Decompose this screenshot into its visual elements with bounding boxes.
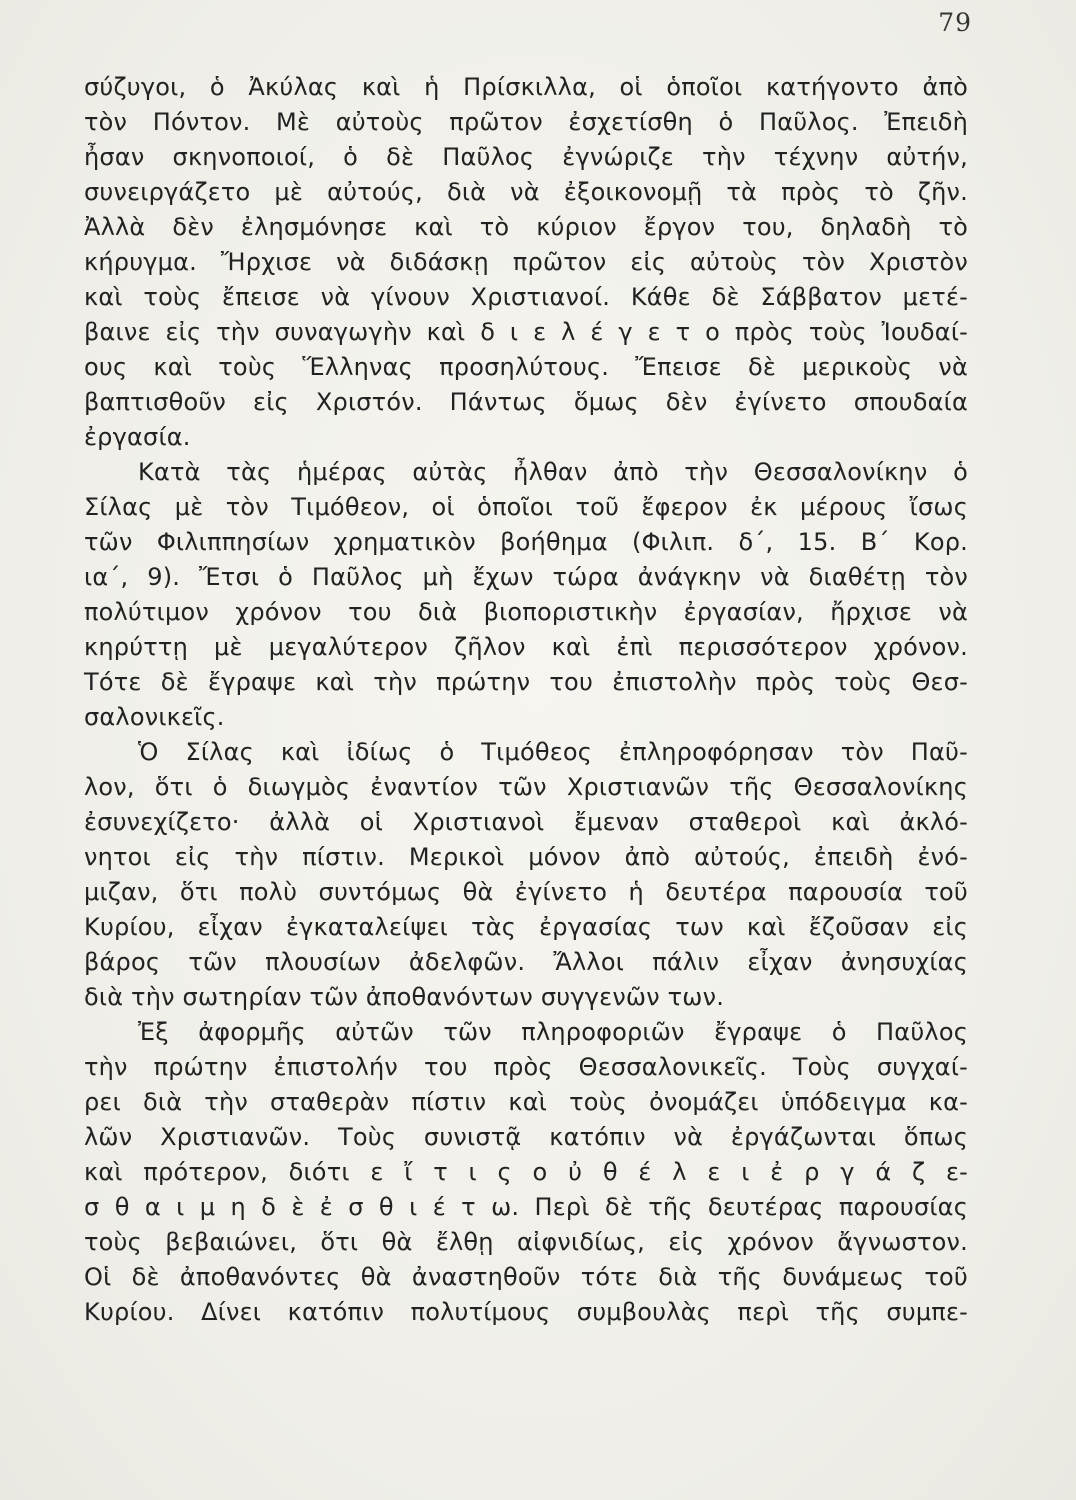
text-line: τὸν Πόντον. Μὲ αὐτοὺς πρῶτον ἐσχετίσθη ὁ Παῦλος. Ἐπειδὴ <box>84 108 968 136</box>
text-line: τῶν Φιλιππησίων χρηματικὸν βοήθημα (Φιλιπ. δ΄, 15. Β΄ Κορ. <box>84 528 968 556</box>
text-line: νητοι εἰς τὴν πίστιν. Μερικοὶ μόνον ἀπὸ αὐτούς, ἐπειδὴ ἐνό- <box>84 843 968 871</box>
text-line: συνειργάζετο μὲ αὐτούς, διὰ νὰ ἐξοικονομῇ τὰ πρὸς τὸ ζῆν. <box>84 178 968 206</box>
text-line: πολύτιμον χρόνον του διὰ βιοποριστικὴν ἐργασίαν, ἤρχισε νὰ <box>84 598 968 626</box>
text-line: Ὁ Σίλας καὶ ἰδίως ὁ Τιμόθεος ἐπληροφόρησαν τὸν Παῦ- <box>138 738 968 766</box>
text-line: Οἱ δὲ ἀποθανόντες θὰ ἀναστηθοῦν τότε διὰ τῆς δυνάμεως τοῦ <box>84 1263 968 1291</box>
text-line: λῶν Χριστιανῶν. Τοὺς συνιστᾷ κατόπιν νὰ ἐργάζωνται ὅπως <box>84 1123 968 1151</box>
text-line: σ θ α ι μ η δ ὲ ἐ σ θ ι έ τ ω. Περὶ δὲ τῆς δευτέρας παρουσίας <box>84 1193 968 1221</box>
text-line: βαινε εἰς τὴν συναγωγὴν καὶ δ ι ε λ έ γ ε τ ο πρὸς τοὺς Ἰουδαί- <box>84 318 968 346</box>
text-line: ια΄, 9). Ἔτσι ὁ Παῦλος μὴ ἔχων τώρα ἀνάγκην νὰ διαθέτῃ τὸν <box>84 563 968 591</box>
body-text <box>84 70 968 1330</box>
text-line: σύζυγοι, ὁ Ἀκύλας καὶ ἡ Πρίσκιλλα, οἱ ὁποῖοι κατήγοντο ἀπὸ <box>84 73 968 101</box>
text-line: ἐργασία. <box>84 423 191 451</box>
text-line: σαλονικεῖς. <box>84 703 225 731</box>
text-line: τοὺς βεβαιώνει, ὅτι θὰ ἔλθῃ αἰφνιδίως, εἰς χρόνον ἄγνωστον. <box>84 1228 968 1256</box>
text-line: βαπτισθοῦν εἰς Χριστόν. Πάντως ὅμως δὲν ἐγίνετο σπουδαία <box>84 388 968 416</box>
text-line: ἐσυνεχίζετο· ἀλλὰ οἱ Χριστιανοὶ ἔμεναν σταθεροὶ καὶ ἀκλό- <box>84 808 968 836</box>
text-line: Ἐξ ἀφορμῆς αὐτῶν τῶν πληροφοριῶν ἔγραψε ὁ Παῦλος <box>138 1018 968 1046</box>
text-line: τὴν πρώτην ἐπιστολήν του πρὸς Θεσσαλονικεῖς. Τοὺς συγχαί- <box>84 1053 968 1081</box>
page-number: 79 <box>938 8 972 37</box>
text-line: Σίλας μὲ τὸν Τιμόθεον, οἱ ὁποῖοι τοῦ ἔφερον ἐκ μέρους ἴσως <box>84 493 968 521</box>
text-line: Κυρίου, εἶχαν ἐγκαταλείψει τὰς ἐργασίας των καὶ ἔζοῦσαν εἰς <box>84 913 968 941</box>
text-line: διὰ τὴν σωτηρίαν τῶν ἀποθανόντων συγγενῶν των. <box>84 983 725 1011</box>
text-line: ους καὶ τοὺς Ἕλληνας προσηλύτους. Ἔπεισε δὲ μερικοὺς νὰ <box>84 353 968 381</box>
text-line: κήρυγμα. Ἤρχισε νὰ διδάσκῃ πρῶτον εἰς αὐτοὺς τὸν Χριστὸν <box>84 248 968 276</box>
text-line: καὶ τοὺς ἔπεισε νὰ γίνουν Χριστιανοί. Κάθε δὲ Σάββατον μετέ- <box>84 283 968 311</box>
text-line: Ἀλλὰ δὲν ἐλησμόνησε καὶ τὸ κύριον ἔργον του, δηλαδὴ τὸ <box>84 213 968 241</box>
text-line: κηρύττῃ μὲ μεγαλύτερον ζῆλον καὶ ἐπὶ περισσότερον χρόνον. <box>84 633 968 661</box>
text-line: ἦσαν σκηνοποιοί, ὁ δὲ Παῦλος ἐγνώριζε τὴν τέχνην αὐτήν, <box>84 143 968 171</box>
text-line: βάρος τῶν πλουσίων ἀδελφῶν. Ἄλλοι πάλιν εἶχαν ἀνησυχίας <box>84 948 968 976</box>
text-line: μιζαν, ὅτι πολὺ συντόμως θὰ ἐγίνετο ἡ δευτέρα παρουσία τοῦ <box>84 878 968 906</box>
text-line: Κατὰ τὰς ἡμέρας αὐτὰς ἦλθαν ἀπὸ τὴν Θεσσαλονίκην ὁ <box>138 458 968 486</box>
text-line: Τότε δὲ ἔγραψε καὶ τὴν πρώτην του ἐπιστολὴν πρὸς τοὺς Θεσ- <box>84 668 968 696</box>
text-line: καὶ πρότερον, διότι ε ἴ τ ι ς ο ὐ θ έ λ ε ι ἐ ρ γ ά ζ ε- <box>84 1158 968 1186</box>
text-line: ρει διὰ τὴν σταθερὰν πίστιν καὶ τοὺς ὀνομάζει ὑπόδειγμα κα- <box>84 1088 968 1116</box>
text-line: Κυρίου. Δίνει κατόπιν πολυτίμους συμβουλὰς περὶ τῆς συμπε- <box>84 1298 968 1326</box>
text-line: λον, ὅτι ὁ διωγμὸς ἐναντίον τῶν Χριστιανῶν τῆς Θεσσαλονίκης <box>84 773 968 801</box>
